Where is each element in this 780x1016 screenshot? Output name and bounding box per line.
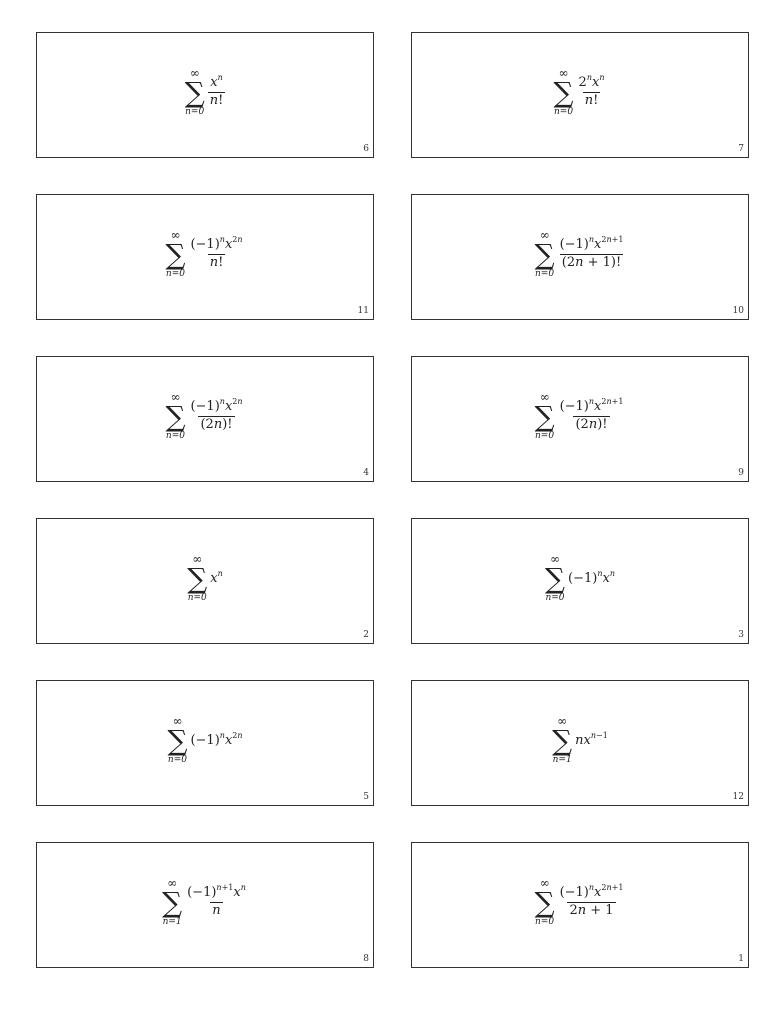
summation xyxy=(535,229,555,280)
sum-lower-limit: n=0 xyxy=(535,916,555,927)
fraction-denominator: (2n + 1)! xyxy=(561,254,622,270)
sigma-symbol: ∑ xyxy=(545,561,566,595)
summation xyxy=(162,877,182,928)
sigma-symbol: ∑ xyxy=(534,237,555,271)
summation xyxy=(535,877,555,928)
sum-lower-limit: n=0 xyxy=(545,592,565,603)
summation xyxy=(165,391,185,442)
series-card xyxy=(411,194,749,320)
sum-upper-limit: ∞ xyxy=(192,551,203,566)
sigma-symbol: ∑ xyxy=(534,399,555,433)
series-card xyxy=(36,32,374,158)
sigma-symbol: ∑ xyxy=(165,399,186,433)
series-card xyxy=(411,680,749,806)
sum-upper-limit: ∞ xyxy=(189,65,200,80)
sum-lower-limit: n=0 xyxy=(185,106,205,117)
fraction xyxy=(577,73,607,108)
card-number: 1 xyxy=(738,954,744,964)
sigma-symbol: ∑ xyxy=(184,75,205,109)
sum-lower-limit: n=1 xyxy=(162,916,182,927)
fraction-numerator: $(-1)^nx^{2n}$ xyxy=(190,235,243,253)
fraction-denominator: (2n)! xyxy=(200,416,233,432)
card-number: 3 xyxy=(738,630,744,640)
summation xyxy=(187,553,207,604)
sum-upper-limit: ∞ xyxy=(539,389,550,404)
series-card xyxy=(36,194,374,320)
series-term: $(-1)^nx^{2n}$ xyxy=(190,730,243,748)
fraction-denominator: n xyxy=(212,902,221,918)
fraction xyxy=(558,883,626,918)
sum-upper-limit: ∞ xyxy=(558,65,569,80)
series-card xyxy=(36,842,374,968)
sum-upper-limit: ∞ xyxy=(172,713,183,728)
card-number: 7 xyxy=(738,144,744,154)
fraction-denominator: 2n + 1 xyxy=(569,902,614,918)
card-number: 4 xyxy=(363,468,369,478)
sum-upper-limit: ∞ xyxy=(170,227,181,242)
fraction xyxy=(188,235,244,270)
card-number: 8 xyxy=(363,954,369,964)
fraction-denominator: n! xyxy=(209,254,224,270)
fraction-denominator: (2n)! xyxy=(575,416,608,432)
sum-upper-limit: ∞ xyxy=(170,389,181,404)
card-number: 2 xyxy=(363,630,369,640)
series-term: $x^n$ xyxy=(210,568,223,586)
fraction-numerator: $2^nx^n$ xyxy=(578,73,605,91)
sigma-symbol: ∑ xyxy=(552,723,573,757)
fraction-denominator: n! xyxy=(209,92,224,108)
fraction-numerator: $(-1)^nx^{2n}$ xyxy=(190,397,243,415)
series-card xyxy=(411,356,749,482)
fraction xyxy=(188,397,244,432)
sum-lower-limit: n=0 xyxy=(535,268,555,279)
summation xyxy=(167,715,187,766)
card-number: 6 xyxy=(363,144,369,154)
summation xyxy=(545,553,565,604)
sum-upper-limit: ∞ xyxy=(557,713,568,728)
card-number: 9 xyxy=(738,468,744,478)
sum-upper-limit: ∞ xyxy=(539,227,550,242)
series-term: $nx^{n-1}$ xyxy=(575,730,608,748)
fraction xyxy=(558,235,626,270)
fraction-numerator: $(-1)^nx^{2n+1}$ xyxy=(559,235,624,253)
series-term: $(-1)^nx^n$ xyxy=(568,568,615,586)
card-number: 10 xyxy=(732,306,744,316)
series-card xyxy=(36,356,374,482)
fraction-numerator: $(-1)^nx^{2n+1}$ xyxy=(559,397,624,415)
sum-lower-limit: n=0 xyxy=(165,430,185,441)
sum-lower-limit: n=1 xyxy=(552,754,572,765)
sum-lower-limit: n=0 xyxy=(165,268,185,279)
summation xyxy=(535,391,555,442)
series-card xyxy=(411,32,749,158)
sigma-symbol: ∑ xyxy=(162,885,183,919)
sum-lower-limit: n=0 xyxy=(535,430,555,441)
sigma-symbol: ∑ xyxy=(553,75,574,109)
series-card xyxy=(411,842,749,968)
sigma-symbol: ∑ xyxy=(187,561,208,595)
sum-lower-limit: n=0 xyxy=(187,592,207,603)
summation xyxy=(185,67,205,118)
fraction xyxy=(185,883,248,918)
card-number: 5 xyxy=(363,792,369,802)
summation xyxy=(165,229,185,280)
sigma-symbol: ∑ xyxy=(167,723,188,757)
sum-lower-limit: n=0 xyxy=(167,754,187,765)
fraction-denominator: n! xyxy=(584,92,599,108)
sum-upper-limit: ∞ xyxy=(167,875,178,890)
card-number: 12 xyxy=(732,792,744,802)
sum-lower-limit: n=0 xyxy=(553,106,574,117)
fraction-numerator: $(-1)^{n+1}x^n$ xyxy=(187,883,246,901)
card-number: 11 xyxy=(357,306,369,316)
fraction xyxy=(558,397,626,432)
fraction-numerator: $(-1)^nx^{2n+1}$ xyxy=(559,883,624,901)
fraction xyxy=(208,73,226,108)
sigma-symbol: ∑ xyxy=(534,885,555,919)
summation xyxy=(554,67,574,118)
summation xyxy=(552,715,572,766)
sigma-symbol: ∑ xyxy=(165,237,186,271)
sum-upper-limit: ∞ xyxy=(550,551,561,566)
series-card xyxy=(411,518,749,644)
series-card xyxy=(36,680,374,806)
sum-upper-limit: ∞ xyxy=(539,875,550,890)
series-card xyxy=(36,518,374,644)
fraction-numerator: $x^n$ xyxy=(210,73,223,91)
